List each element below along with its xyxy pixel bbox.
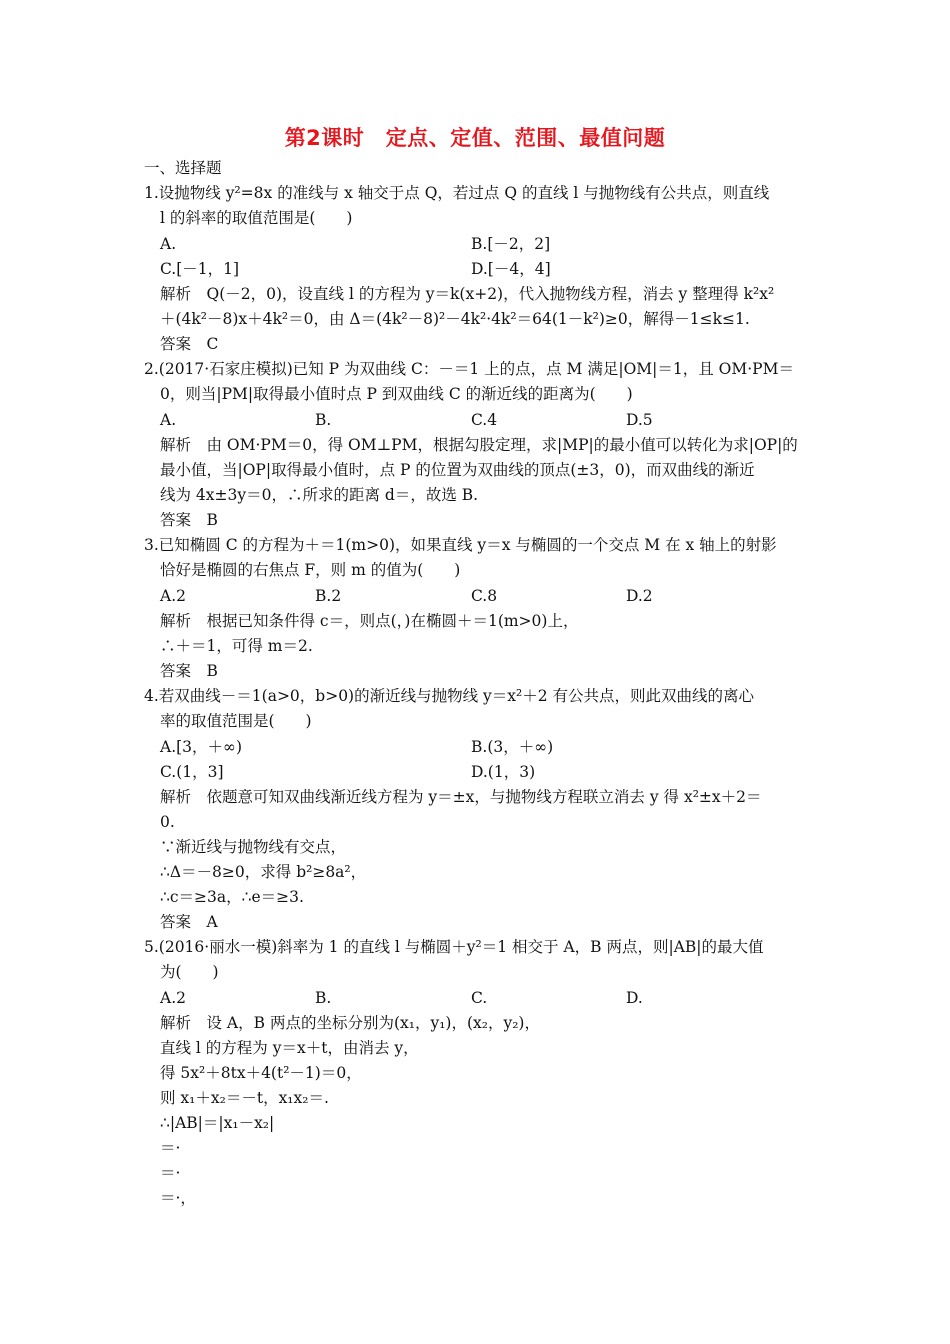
q4-solution-line3: ∵渐近线与抛物线有交点， bbox=[160, 838, 347, 856]
q5-option-c: C. bbox=[471, 989, 488, 1007]
q5-solution-line3: 得 5x²＋8tx＋4(t²－1)＝0， bbox=[160, 1064, 362, 1082]
q1-answer: 答案 C bbox=[160, 335, 219, 353]
q2-stem-line1: 2.(2017·石家庄模拟)已知 P 为双曲线 C：－＝1 上的点，点 M 满足|OM|＝1，且 OM·PM＝ bbox=[144, 360, 794, 378]
q4-solution-line1: 解析 依题意可知双曲线渐近线方程为 y＝±x，与抛物线方程联立消去 y 得 x²±x＋2＝ bbox=[160, 788, 762, 806]
q5-solution-line7: ＝· bbox=[160, 1164, 181, 1182]
q4-solution-line4: ∴Δ＝－8≥0，求得 b²≥8a²， bbox=[160, 863, 367, 881]
q1-stem-line2: l 的斜率的取值范围是( ) bbox=[160, 209, 353, 227]
q2-option-a: A. bbox=[160, 411, 177, 429]
section-heading: 一、选择题 bbox=[144, 159, 222, 177]
q2-solution-line3: 线为 4x±3y＝0，∴所求的距离 d＝，故选 B. bbox=[160, 486, 479, 504]
q1-option-a: A. bbox=[160, 235, 177, 253]
q3-option-d: D.2 bbox=[626, 587, 653, 605]
q5-solution-line6: ＝· bbox=[160, 1139, 181, 1157]
q2-solution-line1: 解析 由 OM·PM＝0，得 OM⊥PM，根据勾股定理，求|MP|的最小值可以转化为求|OP|的 bbox=[160, 436, 798, 454]
q5-solution-line4: 则 x₁＋x₂＝－t，x₁x₂＝. bbox=[160, 1089, 329, 1107]
q4-option-a: A.[3，＋∞) bbox=[160, 738, 242, 756]
q4-stem-line2: 率的取值范围是( ) bbox=[160, 712, 312, 730]
q2-option-c: C.4 bbox=[471, 411, 498, 429]
q3-solution-line1: 解析 根据已知条件得 c＝，则点(，)在椭圆＋＝1(m>0)上， bbox=[160, 612, 579, 630]
q3-stem-line1: 3.已知椭圆 C 的方程为＋＝1(m>0)，如果直线 y＝x 与椭圆的一个交点 M 在 x 轴上的射影 bbox=[144, 536, 777, 554]
q4-option-d: D.(1，3) bbox=[471, 763, 536, 781]
q1-solution-line2: ＋(4k²－8)x＋4k²＝0，由 Δ＝(4k²－8)²－4k²·4k²＝64(1－k²)≥0，解得－1≤k≤1. bbox=[160, 310, 750, 328]
q3-option-b: B.2 bbox=[315, 587, 342, 605]
q3-option-c: C.8 bbox=[471, 587, 498, 605]
q1-option-d: D.[－4，4] bbox=[471, 260, 551, 278]
q2-stem-line2: 0，则当|PM|取得最小值时点 P 到双曲线 C 的渐近线的距离为( ) bbox=[160, 385, 633, 403]
q1-option-b: B.[－2，2] bbox=[471, 235, 551, 253]
q1-option-c: C.[－1，1] bbox=[160, 260, 240, 278]
q5-option-d: D. bbox=[626, 989, 643, 1007]
q3-answer: 答案 B bbox=[160, 662, 218, 680]
q5-stem-line2: 为( ) bbox=[160, 963, 219, 981]
q4-option-b: B.(3，＋∞) bbox=[471, 738, 554, 756]
q4-stem-line1: 4.若双曲线－＝1(a>0，b>0)的渐近线与抛物线 y＝x²＋2 有公共点，则此双曲线的离心 bbox=[144, 687, 755, 705]
q5-solution-line1: 解析 设 A，B 两点的坐标分别为(x₁，y₁)，(x₂，y₂)， bbox=[160, 1014, 540, 1032]
q2-option-d: D.5 bbox=[626, 411, 653, 429]
q3-stem-line2: 恰好是椭圆的右焦点 F，则 m 的值为( ) bbox=[160, 561, 461, 579]
q4-option-c: C.(1，3] bbox=[160, 763, 224, 781]
q3-solution-line2: ∴＋＝1，可得 m＝2. bbox=[160, 637, 313, 655]
q2-solution-line2: 最小值，当|OP|取得最小值时，点 P 的位置为双曲线的顶点(±3，0)，而双曲线的渐近 bbox=[160, 461, 755, 479]
q1-solution-line1: 解析 Q(－2，0)，设直线 l 的方程为 y＝k(x+2)，代入抛物线方程，消去 y 整理得 k²x² bbox=[160, 285, 775, 303]
q5-option-a: A.2 bbox=[160, 989, 186, 1007]
page-title: 第2课时 定点、定值、范围、最值问题 bbox=[284, 126, 666, 150]
q4-answer: 答案 A bbox=[160, 913, 218, 931]
q3-option-a: A.2 bbox=[160, 587, 186, 605]
q5-option-b: B. bbox=[315, 989, 332, 1007]
q5-solution-line5: ∴|AB|＝|x₁－x₂| bbox=[160, 1114, 275, 1132]
q2-answer: 答案 B bbox=[160, 511, 218, 529]
q5-stem-line1: 5.(2016·丽水一模)斜率为 1 的直线 l 与椭圆＋y²＝1 相交于 A，B 两点，则|AB|的最大值 bbox=[144, 938, 764, 956]
q4-solution-line5: ∴c＝≥3a，∴e＝≥3. bbox=[160, 888, 304, 906]
q5-solution-line8: ＝·， bbox=[160, 1189, 196, 1207]
q4-solution-line2: 0. bbox=[160, 813, 175, 831]
q1-stem-line1: 1.设抛物线 y²=8x 的准线与 x 轴交于点 Q，若过点 Q 的直线 l 与抛物线有公共点，则直线 bbox=[144, 184, 770, 202]
q2-option-b: B. bbox=[315, 411, 332, 429]
q5-solution-line2: 直线 l 的方程为 y＝x＋t，由消去 y， bbox=[160, 1039, 419, 1057]
